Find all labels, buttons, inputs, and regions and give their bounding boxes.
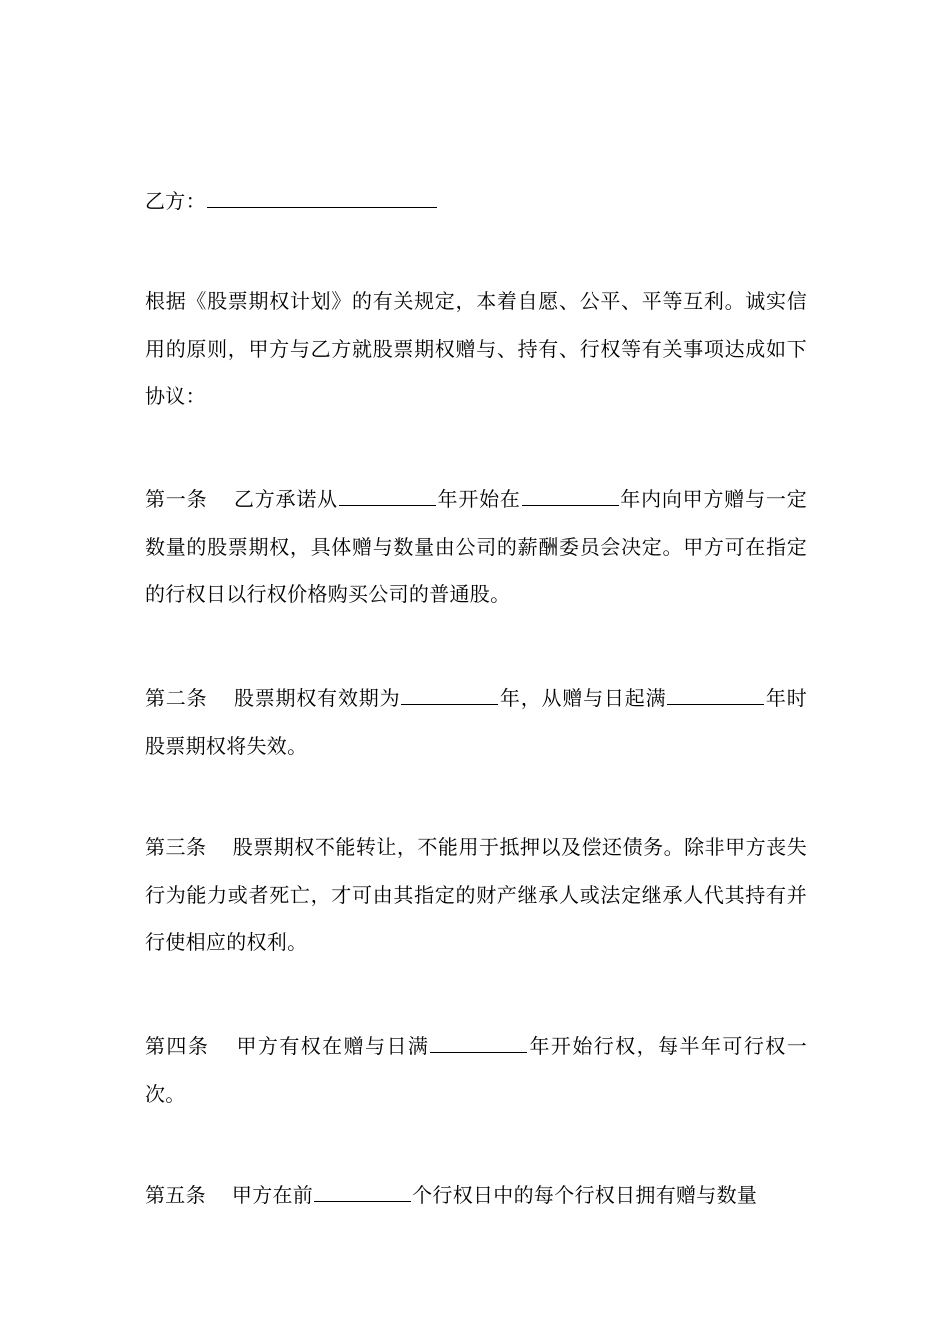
- article-2-blank-b: [667, 686, 764, 705]
- article-5-blank-a: [314, 1183, 411, 1202]
- article-2-text-a: 股票期权有效期为: [233, 686, 401, 710]
- article-4-text-a: 甲方有权在赠与日满: [235, 1034, 430, 1058]
- article-3-text: 股票期权不能转让，不能用于抵押以及偿还债务。除非甲方丧失行为能力或者死亡，才可由其指定的财产继承人或法定继承人代其持有并行使相应的权利。: [145, 835, 808, 954]
- article-4-blank-a: [430, 1034, 527, 1053]
- article-2-text-c: 年时股票期权将失效。: [145, 686, 807, 758]
- article-5-text-b: 个行权日中的每个行权日拥有赠与数量: [412, 1183, 758, 1207]
- article-5-title: 第五条: [145, 1183, 206, 1207]
- article-5: [145, 1172, 807, 1220]
- article-3: [145, 824, 807, 967]
- party-b-line: [145, 178, 807, 226]
- party-b-blank: [207, 189, 437, 208]
- article-4-text-b: 年开始行权，每半年可行权一次。: [145, 1034, 808, 1106]
- article-2: [145, 675, 807, 770]
- intro-paragraph: [145, 278, 807, 421]
- article-1-blank-a: [339, 487, 436, 506]
- article-4-title: 第四条: [145, 1034, 210, 1058]
- article-3-title: 第三条: [145, 835, 207, 859]
- article-1-text-a: 乙方承诺从: [233, 487, 338, 511]
- article-1-title: 第一条: [145, 487, 208, 511]
- article-1: [145, 476, 807, 619]
- article-2-blank-a: [401, 686, 498, 705]
- article-2-title: 第二条: [145, 686, 208, 710]
- article-5-text-a: 甲方在前: [231, 1183, 314, 1207]
- article-4: [145, 1023, 807, 1118]
- article-2-text-b: 年，从赠与日起满: [499, 686, 667, 710]
- article-1-blank-b: [522, 487, 619, 506]
- intro-text: 根据《股票期权计划》的有关规定，本着自愿、公平、平等互利。诚实信用的原则，甲方与乙方就股票期权赠与、持有、行权等有关事项达成如下协议：: [145, 289, 807, 408]
- party-b-label: 乙方：: [145, 189, 206, 213]
- article-1-text-b: 年开始在: [437, 487, 521, 511]
- article-1-text-c: 年内向甲方赠与一定数量的股票期权，具体赠与数量由公司的薪酬委员会决定。甲方可在指定的行权日以行权价格购买公司的普通股。: [145, 487, 808, 606]
